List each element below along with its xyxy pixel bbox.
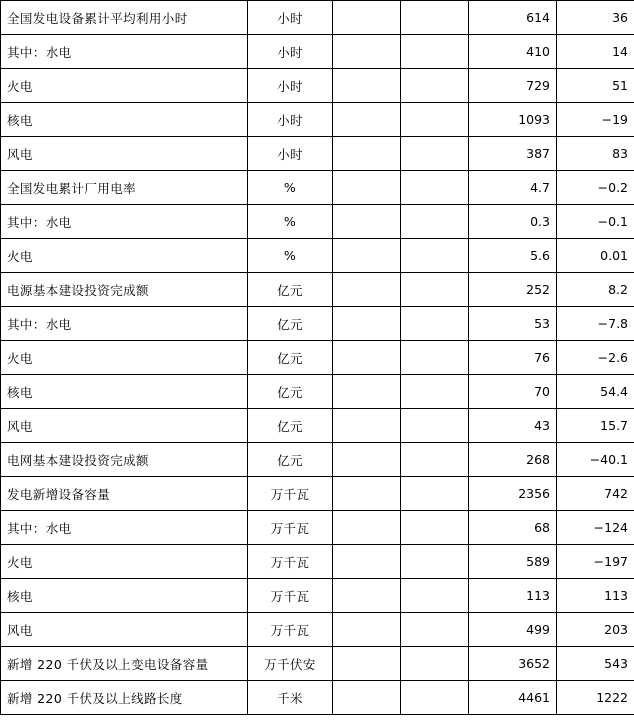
row-value-change: 51 (557, 69, 634, 103)
row-value-change: 0.01 (557, 239, 634, 273)
row-indicator-label: 风电 (1, 409, 248, 443)
row-value-change: −40.1 (557, 443, 634, 477)
row-value-current: 70 (469, 375, 557, 409)
table-row (1, 579, 634, 613)
row-indicator-label: 新增 220 千伏及以上线路长度 (1, 681, 248, 715)
row-empty-cell-1 (333, 443, 401, 477)
row-unit: 万千瓦 (248, 545, 333, 579)
row-indicator-label: 新增 220 千伏及以上变电设备容量 (1, 647, 248, 681)
row-empty-cell-2 (401, 511, 469, 545)
row-unit: % (248, 239, 333, 273)
row-unit: 小时 (248, 35, 333, 69)
row-empty-cell-1 (333, 579, 401, 613)
row-empty-cell-1 (333, 613, 401, 647)
row-indicator-label: 风电 (1, 613, 248, 647)
row-value-current: 499 (469, 613, 557, 647)
table-row (1, 307, 634, 341)
row-value-change: 113 (557, 579, 634, 613)
row-value-current: 268 (469, 443, 557, 477)
row-value-change: 8.2 (557, 273, 634, 307)
row-indicator-label: 风电 (1, 137, 248, 171)
row-indicator-label: 火电 (1, 545, 248, 579)
row-empty-cell-1 (333, 35, 401, 69)
table-row (1, 375, 634, 409)
table-row (1, 647, 634, 681)
row-empty-cell-2 (401, 307, 469, 341)
row-indicator-label: 其中：水电 (1, 511, 248, 545)
row-indicator-label: 核电 (1, 103, 248, 137)
row-unit: 亿元 (248, 375, 333, 409)
table-row (1, 681, 634, 715)
row-indicator-label: 全国发电累计厂用电率 (1, 171, 248, 205)
row-unit: 万千瓦 (248, 579, 333, 613)
row-value-current: 252 (469, 273, 557, 307)
row-empty-cell-1 (333, 511, 401, 545)
row-unit: 万千瓦 (248, 477, 333, 511)
row-unit: 亿元 (248, 409, 333, 443)
table-row (1, 613, 634, 647)
row-empty-cell-1 (333, 239, 401, 273)
row-empty-cell-1 (333, 477, 401, 511)
table-row (1, 35, 634, 69)
table-row (1, 69, 634, 103)
table-row (1, 239, 634, 273)
row-indicator-label: 火电 (1, 239, 248, 273)
row-unit: 小时 (248, 137, 333, 171)
table-row (1, 443, 634, 477)
row-value-current: 3652 (469, 647, 557, 681)
row-value-current: 4461 (469, 681, 557, 715)
row-empty-cell-2 (401, 409, 469, 443)
row-unit: 亿元 (248, 307, 333, 341)
table-row (1, 409, 634, 443)
row-empty-cell-1 (333, 103, 401, 137)
row-value-change: −2.6 (557, 341, 634, 375)
row-unit: % (248, 205, 333, 239)
row-empty-cell-1 (333, 205, 401, 239)
row-empty-cell-2 (401, 545, 469, 579)
row-value-change: −197 (557, 545, 634, 579)
row-value-change: 203 (557, 613, 634, 647)
row-empty-cell-2 (401, 171, 469, 205)
table-body (1, 1, 634, 715)
row-indicator-label: 火电 (1, 341, 248, 375)
row-empty-cell-2 (401, 239, 469, 273)
table-row (1, 511, 634, 545)
row-indicator-label: 其中：水电 (1, 307, 248, 341)
row-value-change: −7.8 (557, 307, 634, 341)
row-value-current: 68 (469, 511, 557, 545)
row-unit: 小时 (248, 1, 333, 35)
row-unit: 千米 (248, 681, 333, 715)
row-indicator-label: 发电新增设备容量 (1, 477, 248, 511)
row-empty-cell-2 (401, 375, 469, 409)
row-indicator-label: 其中：水电 (1, 205, 248, 239)
row-empty-cell-2 (401, 341, 469, 375)
row-empty-cell-1 (333, 409, 401, 443)
row-value-current: 589 (469, 545, 557, 579)
table-row (1, 171, 634, 205)
table-row (1, 477, 634, 511)
row-value-current: 76 (469, 341, 557, 375)
row-unit: 亿元 (248, 273, 333, 307)
row-indicator-label: 火电 (1, 69, 248, 103)
row-value-change: 1222 (557, 681, 634, 715)
row-value-change: 83 (557, 137, 634, 171)
row-empty-cell-2 (401, 137, 469, 171)
row-value-current: 1093 (469, 103, 557, 137)
row-indicator-label: 其中：水电 (1, 35, 248, 69)
row-unit: 亿元 (248, 443, 333, 477)
row-unit: 亿元 (248, 341, 333, 375)
row-value-current: 53 (469, 307, 557, 341)
row-empty-cell-1 (333, 69, 401, 103)
row-indicator-label: 核电 (1, 375, 248, 409)
row-unit: 万千瓦 (248, 613, 333, 647)
row-empty-cell-2 (401, 1, 469, 35)
table-row (1, 341, 634, 375)
row-value-change: 742 (557, 477, 634, 511)
row-empty-cell-2 (401, 205, 469, 239)
row-unit: % (248, 171, 333, 205)
row-empty-cell-1 (333, 273, 401, 307)
row-empty-cell-2 (401, 477, 469, 511)
row-empty-cell-1 (333, 1, 401, 35)
row-value-current: 43 (469, 409, 557, 443)
row-empty-cell-1 (333, 681, 401, 715)
row-empty-cell-1 (333, 307, 401, 341)
row-unit: 万千伏安 (248, 647, 333, 681)
table-row (1, 1, 634, 35)
row-unit: 小时 (248, 103, 333, 137)
row-value-current: 4.7 (469, 171, 557, 205)
row-value-change: −124 (557, 511, 634, 545)
row-value-current: 729 (469, 69, 557, 103)
row-unit: 小时 (248, 69, 333, 103)
table-row (1, 103, 634, 137)
row-indicator-label: 核电 (1, 579, 248, 613)
row-value-change: 543 (557, 647, 634, 681)
row-indicator-label: 电网基本建设投资完成额 (1, 443, 248, 477)
row-value-current: 113 (469, 579, 557, 613)
row-empty-cell-2 (401, 613, 469, 647)
row-empty-cell-2 (401, 35, 469, 69)
row-value-change: 36 (557, 1, 634, 35)
row-value-current: 5.6 (469, 239, 557, 273)
row-value-current: 0.3 (469, 205, 557, 239)
row-value-change: 15.7 (557, 409, 634, 443)
table-row (1, 205, 634, 239)
row-empty-cell-2 (401, 273, 469, 307)
row-empty-cell-1 (333, 545, 401, 579)
row-value-change: −0.1 (557, 205, 634, 239)
row-empty-cell-2 (401, 69, 469, 103)
row-value-change: −19 (557, 103, 634, 137)
row-empty-cell-1 (333, 171, 401, 205)
row-value-change: 14 (557, 35, 634, 69)
row-value-current: 387 (469, 137, 557, 171)
row-empty-cell-2 (401, 443, 469, 477)
row-indicator-label: 全国发电设备累计平均利用小时 (1, 1, 248, 35)
table-row (1, 545, 634, 579)
row-value-current: 2356 (469, 477, 557, 511)
row-empty-cell-2 (401, 681, 469, 715)
row-value-current: 614 (469, 1, 557, 35)
row-empty-cell-2 (401, 647, 469, 681)
row-empty-cell-2 (401, 579, 469, 613)
table-row (1, 137, 634, 171)
row-empty-cell-1 (333, 341, 401, 375)
row-indicator-label: 电源基本建设投资完成额 (1, 273, 248, 307)
row-empty-cell-1 (333, 375, 401, 409)
row-unit: 万千瓦 (248, 511, 333, 545)
row-value-change: 54.4 (557, 375, 634, 409)
row-empty-cell-1 (333, 137, 401, 171)
row-empty-cell-2 (401, 103, 469, 137)
row-value-current: 410 (469, 35, 557, 69)
row-empty-cell-1 (333, 647, 401, 681)
table-row (1, 273, 634, 307)
row-value-change: −0.2 (557, 171, 634, 205)
